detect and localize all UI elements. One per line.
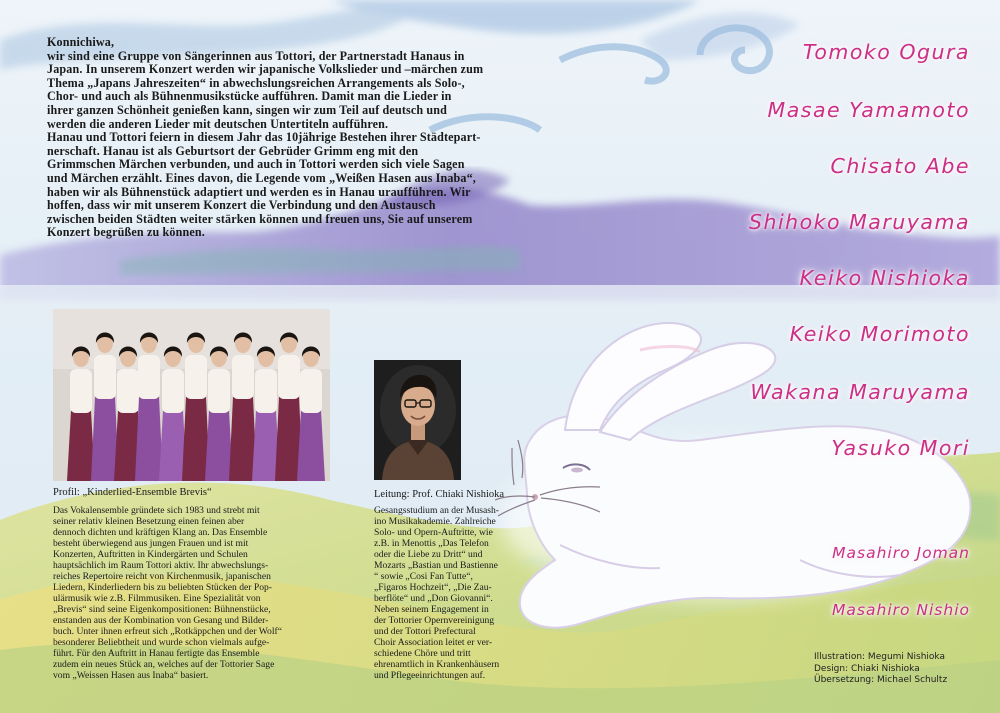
musician-name: Masahiro Joman	[832, 544, 970, 562]
ensemble-text-line: führt. Für den Auftritt in Hanau fertigte das Ensemble	[53, 648, 260, 659]
credit-line: Design: Chiaki Nishioka	[814, 663, 920, 674]
leader-text-line: „Figaros Hochzeit“, „Die Zau-	[374, 582, 492, 593]
ensemble-text-line: enstanden aus der Kombination von Gesang und Bilder-	[53, 615, 269, 626]
leader-bio-text	[374, 505, 534, 681]
ensemble-text-line: besonderer Beliebtheit und wurde schon vielmals aufge-	[53, 637, 270, 648]
ensemble-text-line: vom „Weissen Hasen aus Inaba“ basiert.	[53, 670, 209, 681]
leader-text-line: Gesangsstudium an der Musash-	[374, 505, 499, 516]
intro-line: Hanau und Tottori feiern in diesem Jahr das 10jährige Bestehen ihrer Städtepart-	[47, 130, 481, 145]
intro-line: werden die anderen Lieder mit deutschen Untertiteln aufführen.	[47, 116, 389, 131]
ensemble-text-line: buch. Unter ihnen erfreut sich „Rotkäppchen und der Wolf“	[53, 626, 282, 637]
singer-name: Masae Yamamoto	[767, 98, 970, 122]
singer-name: Keiko Morimoto	[789, 322, 970, 346]
leader-text-line: Solo- und Opern-Auftritte, wie	[374, 527, 493, 538]
ensemble-text-line: Liedern, Kinderliedern bis zu beliebten Stücken der Pop-	[53, 582, 272, 593]
leader-text-line: Choir Association leitet er ver-	[374, 637, 493, 648]
ensemble-profile-title: Profil: „Kinderlied-Ensemble Brevis“	[53, 487, 212, 498]
leader-title: Leitung: Prof. Chiaki Nishioka	[374, 489, 505, 500]
leader-text-line: oder die Liebe zu Dritt“ und	[374, 549, 483, 560]
leader-text-line: berflöte“ und „Don Giovanni“.	[374, 593, 493, 604]
ensemble-text-line: dennoch dichten und kräftigen Klang an. Das Ensemble	[53, 527, 268, 538]
ensemble-profile-text	[53, 505, 328, 681]
intro-line: ihrer ganzen Schönheit genießen kann, singen wir zum Teil auf deutsch und	[47, 102, 448, 117]
ensemble-text-line: hauptsächlich im Raum Tottori aktiv. Ihr abwechslungs-	[53, 560, 269, 571]
leader-text-line: der Tottorier Opernvereinigung	[374, 615, 495, 626]
intro-line: nerschaft. Hanau ist als Geburtsort der Gebrüder Grimm eng mit den	[47, 143, 419, 158]
intro-line: Chor- und auch als Bühnenmusikstücke aufführen. Damit man die Lieder in	[47, 89, 452, 104]
intro-text	[47, 36, 592, 240]
leader-text-line: schiedene Chöre und tritt	[374, 648, 471, 659]
leader-text-line: und der Tottori Prefectural	[374, 626, 476, 637]
intro-line: Thema „Japans Jahreszeiten“ in abwechslungsreichen Arrangements als Solo-,	[47, 75, 465, 90]
intro-line: haben wir als Bühnenstück adaptiert und werden es in Hanau uraufführen. Wir	[47, 184, 471, 199]
ensemble-text-line: Das Vokalensemble gründete sich 1983 und strebt mit	[53, 505, 260, 516]
ensemble-text-line: besteht überwiegend aus jungen Frauen und ist mit	[53, 538, 249, 549]
intro-line: zwischen beiden Städten weiter stärken können und freuen uns, Sie auf unserem	[47, 211, 473, 226]
ensemble-text-line: „Brevis“ sind seine Eigenkompositionen: Bühnenstücke,	[53, 604, 271, 615]
intro-line: Japan. In unserem Konzert werden wir japanische Volkslieder und –märchen zum	[47, 62, 484, 77]
ensemble-text-line: zudem ein neues Stück an, welches auf der Tottorier Sage	[53, 659, 275, 670]
intro-line: wir sind eine Gruppe von Sängerinnen aus Tottori, der Partnerstadt Hanaus in	[47, 48, 465, 63]
intro-line: Konzert begrüßen zu können.	[47, 225, 205, 240]
ensemble-group-photo	[53, 309, 330, 481]
leader-text-line: und Pflegeeinrichtungen auf.	[374, 670, 486, 681]
singer-name: Wakana Maruyama	[750, 380, 970, 404]
ensemble-text-line: Konzerten, Auftritten in Kindergärten und Schulen	[53, 549, 248, 560]
intro-line: und Märchen erzählt. Eines davon, die Legende vom „Weißen Hasen aus Inaba“,	[47, 170, 476, 185]
credit-line: Übersetzung: Michael Schultz	[814, 675, 948, 685]
intro-line: Grimmschen Märchen verbunden, und auch in Tottori werden sich viele Sagen	[47, 157, 465, 172]
singer-name: Yasuko Mori	[831, 436, 970, 460]
leader-text-line: ino Musikakademie. Zahlreiche	[374, 516, 496, 527]
leader-text-line: z.B. in Menottis „Das Telefon	[374, 538, 489, 549]
ensemble-text-line: reiches Repertoire reicht von Kirchenmusik, japanischen	[53, 571, 271, 582]
leader-text-line: “ sowie „Cosi Fan Tutte“,	[374, 571, 473, 582]
leader-text-line: Neben seinem Engagement in	[374, 604, 489, 615]
leader-text-line: Mozarts „Bastian und Bastienne	[374, 560, 498, 571]
singer-names	[670, 38, 970, 638]
musician-name: Masahiro Nishio	[832, 601, 970, 619]
intro-line: Konnichiwa,	[47, 35, 115, 49]
singer-name: Shihoko Maruyama	[748, 210, 970, 234]
ensemble-text-line: seiner relativ kleinen Besetzung einen feinen aber	[53, 516, 245, 527]
credit-line: Illustration: Megumi Nishioka	[814, 652, 945, 662]
leader-portrait-photo	[374, 360, 461, 480]
intro-line: hoffen, dass wir mit unserem Konzert die Verbindung und den Austausch	[47, 198, 436, 213]
singer-name: Keiko Nishioka	[799, 266, 970, 290]
leader-text-line: ehrenamtlich in Krankenhäusern	[374, 659, 500, 670]
singer-name: Tomoko Ogura	[802, 40, 970, 64]
singer-name: Chisato Abe	[830, 154, 970, 178]
credits	[814, 652, 947, 687]
ensemble-text-line: ulärmusik wie z.B. Filmmusiken. Eine Spezialität von	[53, 593, 261, 604]
